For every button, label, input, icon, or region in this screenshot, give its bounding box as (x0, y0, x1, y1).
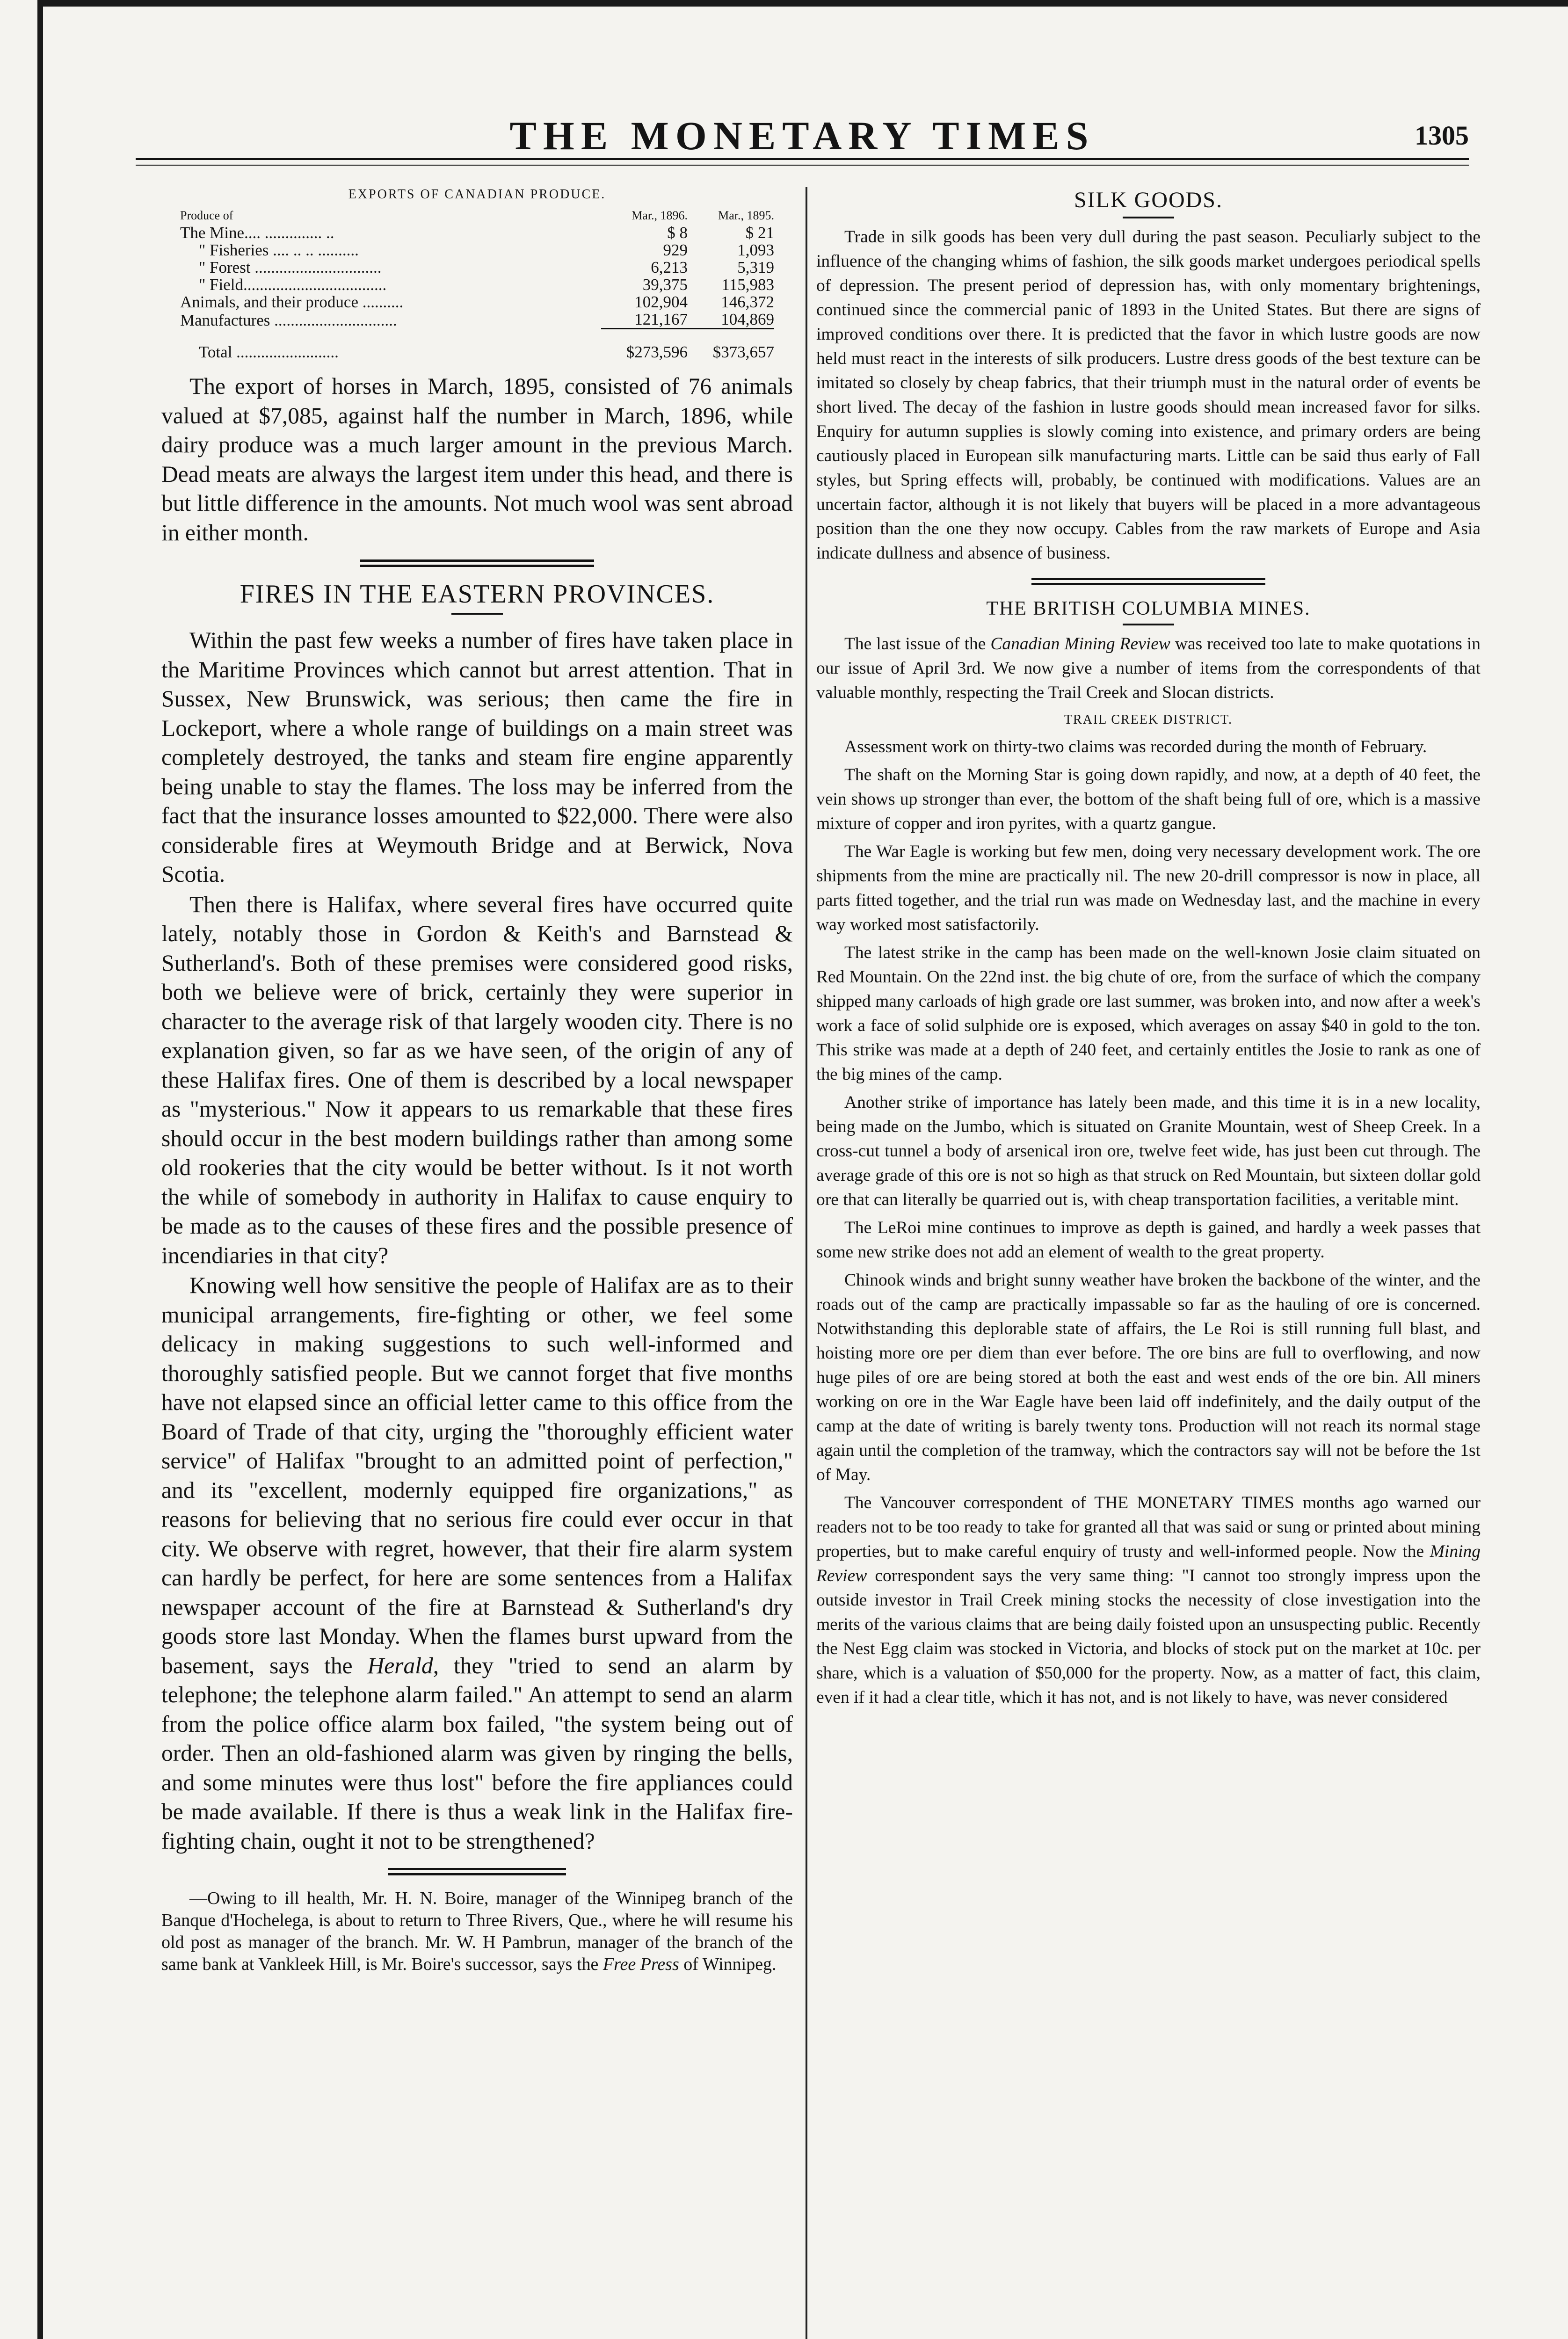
total-label: Total ......................... (199, 343, 339, 361)
article-paragraph: The latest strike in the camp has been made on the well-known Josie claim situated on Red Mountain. On the 22nd inst. the big chute of ore, from the surface of which the company shipped many carloads of high grade ore last summer, was broken into, and now after a week's work a face of solid sulphide ore is exposed, which averages on assay $40 in gold to the ton. This strike was made at a depth of 240 feet, and certainly entitles the Josie to rank as one of the big mines of the camp. (816, 943, 1481, 1084)
table-cell: 39,375 (642, 276, 688, 294)
header-rule-thin (136, 165, 1469, 166)
text-run: The Vancouver correspondent of THE MONETARY TIMES months ago warned our readers not to be too ready to take for granted all that was said or sung or printed about mining properties, but to make careful enquiry of trusty and well-informed people. Now the (816, 1493, 1481, 1561)
total-value: $273,596 (601, 329, 688, 361)
article-paragraph: The export of horses in March, 1895, consisted of 76 animals valued at $7,085, against half the number in March, 1896, while dairy produce was a much larger amount in the previous March. Dead meats are always the largest item under this head, and there is but little difference in the amounts. Not much wool was sent abroad in either month. (161, 373, 793, 545)
article-paragraph (816, 1491, 1481, 1710)
exports-table-caption: EXPORTS OF CANADIAN PRODUCE. (348, 187, 606, 202)
table-row (180, 224, 774, 241)
district-subheading: TRAIL CREEK DISTRICT. (1064, 712, 1233, 727)
article-paragraph: Chinook winds and bright sunny weather have broken the backbone of the winter, and the roads out of the camp are practically impassable so far as the hauling of ore is concerned. Notwithstanding this deplorable state of affairs, the Le Roi is still running full blast, and hoisting more ore per diem than ever before. The ore bins are full to overflowing, and now huge piles of ore are being stored at both the east and west ends of the ore bin. All miners working on ore in the War Eagle have been laid off indefinitely, and the daily output of the camp at the date of writing is barely twenty tons. Production will not reach its normal stage again until the completion of the tramway, which the contractors say will not be before the 1st of May. (816, 1271, 1481, 1484)
header-rule (136, 158, 1469, 160)
text-run: Knowing well how sensitive the people of Halifax are as to their municipal arrangements, fire-fighting or other, we feel some delicacy in making suggestions to such well-informed and thoroughly satisfied people. But we cannot forget that five months have not elapsed since an official letter came to this office from the Board of Trade of that city, urging the "thoroughly efficient water service" of Halifax "brought to an admitted point of perfection," and its "excellent, modernly equipped fire organizations," as reasons for believing that no serious fire could ever occur in that city. We observe with regret, however, that their fire alarm system can hardly be perfect, for here are some sentences from a Halifax newspaper account of the fire at Barnstead & Sutherland's dry goods store last Monday. When the flames burst upward from the basement, says the (161, 1272, 793, 1678)
section-divider (360, 559, 594, 567)
column-divider (806, 187, 807, 2339)
article-heading: THE BRITISH COLUMBIA MINES. (986, 598, 1311, 619)
text-run: of Winnipeg. (683, 1954, 777, 1974)
table-cell: 5,319 (737, 258, 774, 276)
heading-rule (451, 613, 503, 615)
left-column (161, 187, 793, 1976)
publication-name: Canadian Mining Review (990, 634, 1170, 654)
page-header (136, 112, 1469, 159)
table-header: Mar., 1895. (718, 209, 774, 222)
table-header: Produce of (180, 209, 233, 222)
table-cell: $ 8 (667, 224, 688, 242)
text-run: was received too late to make quotations in our issue of April 3rd. We now give a number of items from the correspondents of that valuable monthly, respecting the Trail Creek and Slocan districts. (816, 634, 1481, 702)
table-cell: 146,372 (721, 293, 774, 311)
table-cell: " Fisheries .... .. .. .......... (199, 241, 359, 259)
horses-article (161, 372, 793, 547)
article-paragraph: Within the past few weeks a number of fires have taken place in the Maritime Provinces which cannot but arrest attention. That in Sussex, New Brunswick, was serious; then came the fire in Lockeport, where a whole range of buildings on a main street was completely destroyed, the tanks and steam fire engine apparently being unable to stay the flames. The loss may be inferred from the fact that the insurance losses amounted to $22,000. There were also considerable fires at Weymouth Bridge and at Berwick, Nova Scotia. (161, 627, 793, 887)
table-cell: " Field................................... (199, 276, 387, 294)
table-cell: $ 21 (745, 224, 774, 242)
heading-rule (1123, 217, 1174, 218)
table-cell: The Mine.... .............. .. (180, 224, 334, 242)
table-row (180, 293, 774, 311)
article-paragraph (161, 1271, 793, 1856)
article-paragraph: Trade in silk goods has been very dull during the past season. Peculiarly subject to the influence of the changing whims of fashion, the silk goods market undergoes periodical spells of depression. The present period of depression has, with only momentary brightenings, continued since the commercial panic of 1893 in the United States. But there are signs of improved conditions over there. It is predicted that the favor in which lustre goods are now held must react in the interests of silk producers. Lustre dress goods of the best texture can be imitated so closely by cheap fabrics, that their triumph must in the natural order of events be short lived. The decay of the fashion in lustre goods should mean increased favor for silks. Enquiry for autumn supplies is slowly coming into existence, and primary orders are being cautiously placed in European silk manufacturing marts. Little can be said thus early of Fall styles, but Spring effects will, probably, be continued with modifications. Values are an uncertain factor, although it is not likely that buyers will be placed in a more advantageous position than the one they now occupy. Cables from the raw markets of Europe and Asia indicate dullness and absence of business. (816, 227, 1481, 563)
newspaper-name: Free Press (603, 1954, 679, 1974)
page-number: 1305 (1415, 120, 1469, 151)
masthead-title: THE MONETARY TIMES (509, 113, 1095, 158)
publication-name: Mining Review (816, 1542, 1481, 1585)
article-paragraph: Another strike of importance has lately been made, and this time it is in a new locality, being made on the Jumbo, which is situated on Granite Mountain, west of Sheep Creek. In a cross-cut tunnel a body of arsenical iron ore, twelve feet wide, has just been cut through. The average grade of this ore is not so high as that struck on Red Mountain, but sixteen dollar gold ore that can literally be quarried out is, with cheap transportation facilities, a veritable mint. (816, 1093, 1481, 1209)
page-edge-left (37, 0, 43, 2339)
section-divider (388, 1868, 566, 1875)
article-paragraph: The War Eagle is working but few men, doing very necessary development work. The ore shipments from the mine are practically nil. The new 20-drill compressor is now in place, all parts fitted together, and the trial run was made on Wednesday last, and the machine in every way worked most satisfactorily. (816, 842, 1481, 934)
page-edge (37, 0, 1568, 7)
table-cell: 6,213 (651, 258, 688, 276)
fires-article (161, 626, 793, 1856)
bank-note (161, 1888, 793, 1976)
silk-article (816, 225, 1481, 566)
text-run: , they "tried to send an alarm by telephone; the telephone alarm failed." An attempt to send an alarm from the police office alarm box failed, "the system being out of order. Then an old-fashioned alarm was given by ringing the bells, and some minutes were thus lost" before the fire appliances could be made available. If there is thus a weak link in the Halifax fire-fighting chain, ought it not to be strengthened? (161, 1652, 793, 1854)
total-value: $373,657 (688, 329, 774, 361)
text-run: correspondent says the very same thing: "I cannot too strongly impress upon the outside investor in Trail Creek mining stocks the necessity of close investigation into the merits of the various claims that are being daily foisted upon an unsuspecting public. Recently the Nest Egg claim was stocked in Victoria, and blocks of stock put on the market at 10c. per share, which is a valuation of $50,000 for the property. Now, as a matter of fact, this claim, even if it had a clear title, which it has not, and is not likely to have, was never considered (816, 1566, 1481, 1707)
article-paragraph: Assessment work on thirty-two claims was recorded during the month of February. (844, 737, 1427, 756)
table-cell: 104,869 (721, 310, 774, 328)
table-header: Mar., 1896. (632, 209, 688, 222)
heading-rule (1123, 624, 1174, 625)
article-paragraph (161, 1888, 793, 1976)
article-paragraph: The shaft on the Morning Star is going down rapidly, and now, at a depth of 40 feet, the vein shows up stronger than ever, the bottom of the shaft being full of ore, which is a massive mixture of copper and iron pyrites, with a quartz gangue. (816, 765, 1481, 833)
table-row (180, 311, 774, 329)
table-row (180, 241, 774, 259)
text-run: The last issue of the (844, 634, 986, 654)
section-divider (1031, 578, 1265, 585)
bc-mines-article (816, 632, 1481, 1710)
text-run: —Owing to ill health, Mr. H. N. Boire, manager of the Winnipeg branch of the Banque d'Hochelega, is about to return to Three Rivers, Que., where he will resume his old post as manager of the branch. Mr. W. H Pambrun, manager of the branch of the same bank at Vankleek Hill, is Mr. Boire's successor, says the (161, 1889, 793, 1974)
article-heading: FIRES IN THE EASTERN PROVINCES. (240, 580, 715, 609)
exports-table (180, 207, 774, 361)
table-cell: Animals, and their produce .......... (180, 293, 404, 311)
table-cell: 929 (663, 241, 688, 259)
table-cell: 115,983 (721, 276, 774, 294)
table-total-row (180, 329, 774, 361)
article-paragraph (816, 632, 1481, 705)
article-paragraph: The LeRoi mine continues to improve as depth is gained, and hardly a week passes that some new strike does not add an element of wealth to the great property. (816, 1218, 1481, 1262)
table-cell: 121,167 (634, 310, 688, 328)
article-heading: SILK GOODS. (1074, 188, 1223, 212)
table-row (180, 259, 774, 276)
table-cell: 102,904 (634, 293, 688, 311)
table-cell: " Forest ............................... (199, 258, 382, 276)
table-row (180, 276, 774, 293)
table-cell: 1,093 (737, 241, 774, 259)
table-cell: Manufactures .............................. (180, 311, 397, 329)
newspaper-name: Herald (367, 1652, 433, 1678)
right-column (816, 187, 1481, 1710)
article-paragraph: Then there is Halifax, where several fires have occurred quite lately, notably those in Gordon & Keith's and Barnstead & Sutherland's. Both of these premises were considered good risks, both we believe were of brick, certainly they were superior in character to the average risk of that largely wooden city. There is no explanation given, so far as we have seen, of the origin of any of these Halifax fires. One of them is described by a local newspaper as "mysterious." Now it appears to us remarkable that these fires should occur in the best modern buildings rather than among some old rookeries that the city would be better without. Is it not worth the while of somebody in authority in Halifax to cause enquiry to be made as to the causes of these fires and the possible presence of incendiaries in that city? (161, 891, 793, 1268)
